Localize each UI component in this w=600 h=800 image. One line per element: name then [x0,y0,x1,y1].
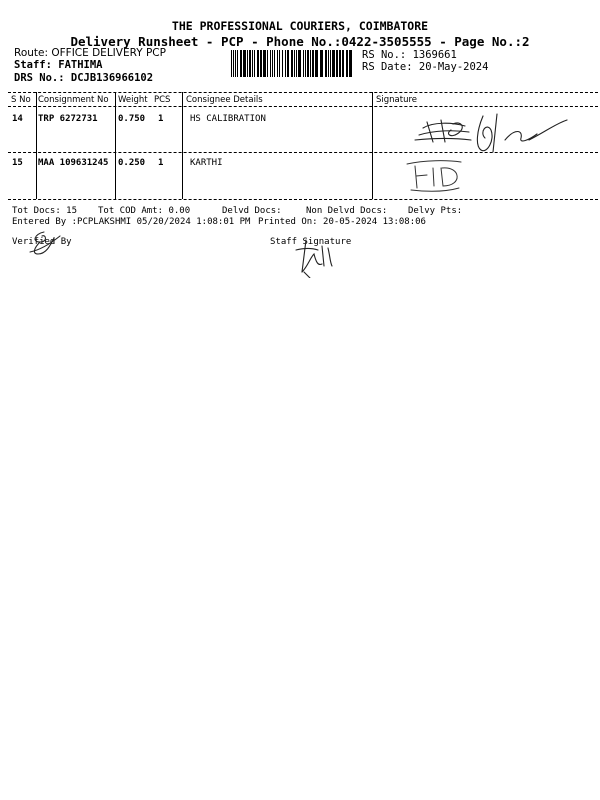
barcode-bar [233,50,234,77]
barcode-bar [237,50,238,77]
company-name: THE PROFESSIONAL COURIERS, COIMBATORE [171,19,429,33]
barcode-bar [287,50,289,77]
column-header-pcs: PCS [154,95,171,105]
barcode-bar [267,50,268,77]
barcode-bar [342,50,344,77]
barcode-bar [257,50,259,77]
barcode-bar [263,50,266,77]
entered-by: Entered By :PCPLAKSHMI 05/20/2024 1:08:01 PM [12,217,251,227]
barcode-bar [282,50,283,77]
barcode-bar [298,50,301,77]
barcode-bar [305,50,306,77]
column-header-sno: S No [11,95,31,105]
barcode-bar [349,50,352,77]
barcode-bar [330,50,331,77]
barcode-bar [315,50,318,77]
column-rule [182,92,183,199]
barcode-bar [291,50,293,77]
column-header-consignee: Consignee Details [186,95,263,105]
table-bottom-rule [8,199,598,200]
row-consignment: MAA 109631245 [38,158,109,168]
barcode-bar [320,50,323,77]
barcode-bar [243,50,246,77]
row-consignee: HS CALIBRATION [190,114,266,124]
barcode-bar [240,50,242,77]
column-header-signature: Signature [376,95,418,105]
barcode [231,50,353,77]
total-cod-amount: Tot COD Amt: 0.00 [98,206,191,216]
verified-by-label: Verified By [12,237,72,247]
barcode-bar [312,50,314,77]
handwritten-fid-mark [405,156,475,196]
column-header-weight: Weight [118,95,148,105]
barcode-bar [260,50,262,77]
barcode-bar [235,50,236,77]
column-rule [115,92,116,199]
barcode-bar [336,50,338,77]
barcode-bar [277,50,278,77]
printed-on: Printed On: 20-05-2024 13:08:06 [258,217,426,227]
row-pcs: 1 [158,114,164,124]
barcode-bar [303,50,304,77]
barcode-bar [296,50,297,77]
row-sno: 15 [12,158,23,168]
barcode-bar [231,50,232,77]
column-header-consignment: Consignment No [38,95,109,105]
row-pcs: 1 [158,158,164,168]
column-rule [36,92,37,199]
column-rule [372,92,373,199]
barcode-bar [307,50,309,77]
barcode-bar [310,50,311,77]
row-weight: 0.250 [118,158,146,168]
row-consignment: TRP 6272731 [38,114,98,124]
barcode-bar [346,50,348,77]
row-sno: 14 [12,114,23,124]
runsheet-title: Delivery Runsheet - PCP - Phone No.:0422-3505555 - Page No.:2 [70,34,530,49]
barcode-bar [328,50,329,77]
route-label: Route: OFFICE DELIVERY PCP [14,47,166,59]
barcode-bar [332,50,335,77]
recipient-signature [405,110,575,155]
staff-label: Staff: FATHIMA [14,59,103,71]
delivered-docs: Delvd Docs: [222,206,282,216]
verifier-signature [24,228,64,260]
barcode-bar [279,50,280,77]
barcode-bar [270,50,271,77]
table-top-rule [8,92,598,93]
barcode-bar [249,50,251,77]
drs-number: DRS No.: DCJB136966102 [14,72,154,84]
staff-signature-label: Staff Signature [270,237,352,247]
total-docs: Tot Docs: 15 [12,206,78,216]
rs-date: RS Date: 20-May-2024 [362,61,489,73]
non-delivered-docs: Non Delvd Docs: [306,206,388,216]
rs-number: RS No.: 1369661 [362,49,457,61]
barcode-bar [254,50,255,77]
row-weight: 0.750 [118,114,146,124]
barcode-bar [252,50,253,77]
delivery-points: Delvy Pts: [408,206,463,216]
barcode-bar [247,50,248,77]
barcode-bar [285,50,286,77]
barcode-bar [274,50,275,77]
barcode-bar [339,50,341,77]
barcode-bar [325,50,327,77]
barcode-bar [272,50,273,77]
barcode-bar [294,50,295,77]
staff-signature [292,236,338,278]
row-consignee: KARTHI [190,158,223,168]
header-bottom-rule [8,106,598,107]
